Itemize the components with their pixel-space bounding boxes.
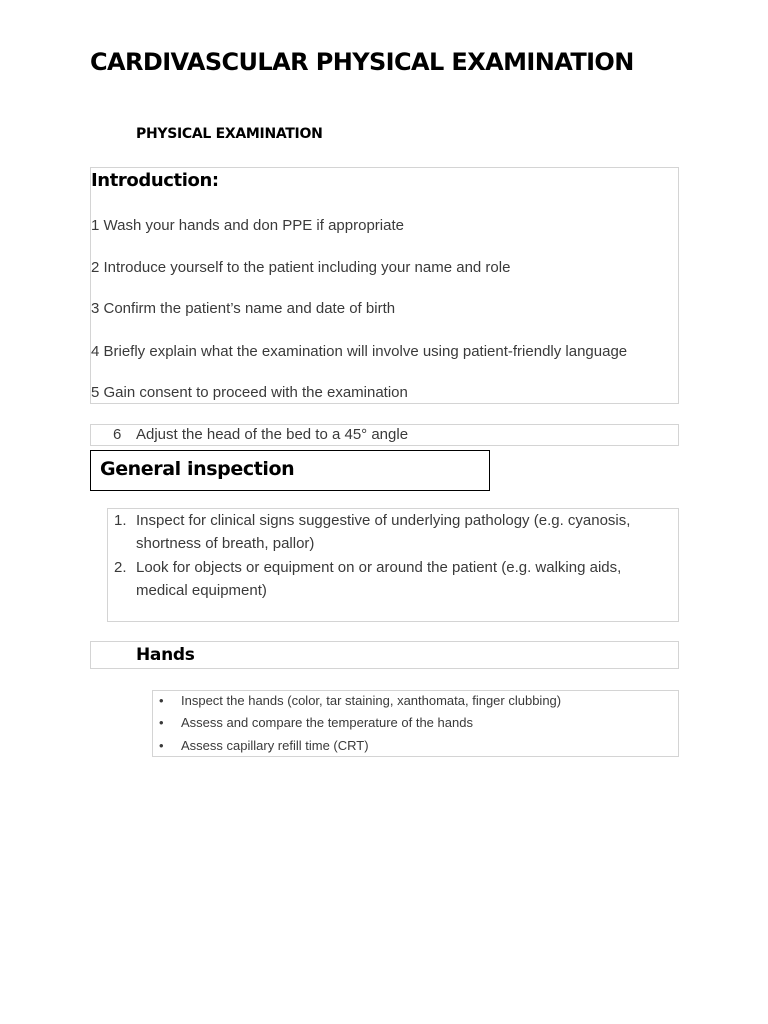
- list-item: [108, 556, 668, 602]
- bullet-icon: •: [159, 738, 164, 753]
- introduction-step-6-row: [90, 424, 679, 446]
- introduction-step: 2 Introduce yourself to the patient including your name and role: [91, 259, 511, 276]
- bullet-icon: •: [159, 715, 164, 730]
- list-item-text: Look for objects or equipment on or around the patient (e.g. walking aids, medical equipment): [136, 559, 622, 599]
- list-item: [108, 509, 668, 555]
- hands-list: [152, 690, 679, 757]
- list-item-text: Assess capillary refill time (CRT): [181, 738, 369, 753]
- list-item-number: 1.: [114, 512, 127, 529]
- bullet-icon: •: [159, 693, 164, 708]
- document-subtitle: PHYSICAL EXAMINATION: [136, 126, 323, 142]
- introduction-step: 3 Confirm the patient’s name and date of birth: [91, 300, 396, 317]
- list-item-text: Inspect for clinical signs suggestive of underlying pathology (e.g. cyanosis, shortness of breath, pallor): [136, 512, 631, 552]
- list-item-text: Assess and compare the temperature of the hands: [181, 715, 473, 730]
- list-item-text: Inspect the hands (color, tar staining, xanthomata, finger clubbing): [181, 693, 562, 708]
- list-item-number: 2.: [114, 559, 127, 576]
- introduction-step: 5 Gain consent to proceed with the examination: [91, 384, 408, 401]
- hands-section-header: [90, 641, 679, 669]
- introduction-step: 1 Wash your hands and don PPE if appropriate: [91, 217, 404, 234]
- hands-heading: Hands: [136, 645, 195, 665]
- general-inspection-heading: General inspection: [100, 458, 295, 480]
- step-text: Adjust the head of the bed to a 45° angle: [136, 426, 409, 443]
- introduction-section: [90, 167, 679, 404]
- general-inspection-heading-box: [90, 450, 490, 491]
- general-inspection-list: [107, 508, 679, 622]
- introduction-step: 4 Briefly explain what the examination will involve using patient-friendly language: [91, 343, 628, 360]
- step-number: 6: [113, 426, 122, 443]
- introduction-heading: Introduction:: [91, 170, 219, 191]
- document-title: CARDIVASCULAR PHYSICAL EXAMINATION: [90, 48, 634, 76]
